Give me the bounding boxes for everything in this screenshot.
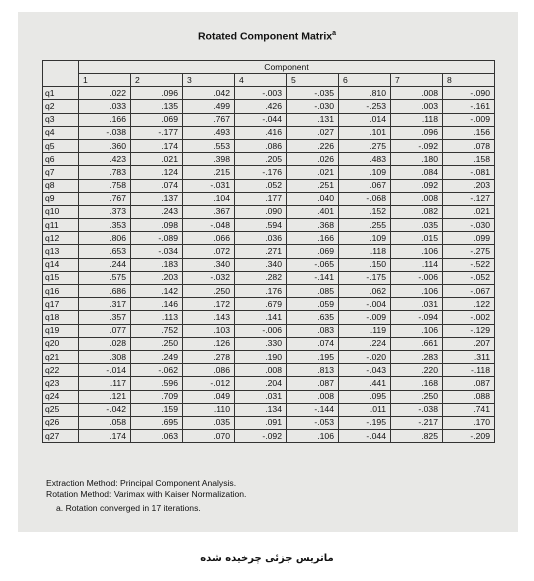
- loading-cell: .174: [79, 430, 131, 443]
- table-row: [43, 298, 495, 311]
- table-notes: [46, 478, 246, 514]
- row-label: q17: [43, 298, 79, 311]
- loading-cell: .035: [183, 416, 235, 429]
- row-label: q19: [43, 324, 79, 337]
- loading-cell: .360: [79, 139, 131, 152]
- loading-cell: -.006: [391, 271, 443, 284]
- loading-cell: .635: [287, 311, 339, 324]
- table-row: [43, 430, 495, 443]
- row-label: q20: [43, 337, 79, 350]
- loading-cell: -.161: [443, 100, 495, 113]
- loading-cell: -.209: [443, 430, 495, 443]
- table-row: [43, 179, 495, 192]
- loading-cell: .159: [131, 403, 183, 416]
- loading-cell: .250: [131, 337, 183, 350]
- loading-cell: .033: [79, 100, 131, 113]
- loading-cell: .308: [79, 350, 131, 363]
- title-footnote-marker: a: [332, 30, 337, 37]
- loading-cell: .015: [391, 232, 443, 245]
- row-label: q27: [43, 430, 79, 443]
- table-row: [43, 100, 495, 113]
- column-header: 3: [183, 74, 235, 87]
- row-label: q21: [43, 350, 79, 363]
- loading-cell: -.020: [339, 350, 391, 363]
- loading-cell: .353: [79, 219, 131, 232]
- loading-cell: .141: [235, 311, 287, 324]
- table-row: [43, 403, 495, 416]
- loading-cell: .117: [79, 377, 131, 390]
- row-label: q15: [43, 271, 79, 284]
- loading-cell: .084: [391, 166, 443, 179]
- loading-cell: .340: [235, 258, 287, 271]
- loading-cell: .783: [79, 166, 131, 179]
- loading-cell: -.092: [235, 430, 287, 443]
- loading-cell: .215: [183, 166, 235, 179]
- loading-cell: -.031: [183, 179, 235, 192]
- row-label: q11: [43, 219, 79, 232]
- loading-cell: .317: [79, 298, 131, 311]
- loading-cell: .271: [235, 245, 287, 258]
- column-header: 1: [79, 74, 131, 87]
- loading-cell: .052: [235, 179, 287, 192]
- loading-cell: .040: [287, 192, 339, 205]
- loading-cell: .021: [287, 166, 339, 179]
- loading-cell: .137: [131, 192, 183, 205]
- row-label: q12: [43, 232, 79, 245]
- loading-cell: .758: [79, 179, 131, 192]
- loading-cell: -.062: [131, 364, 183, 377]
- loading-cell: .244: [79, 258, 131, 271]
- loading-cell: .077: [79, 324, 131, 337]
- loading-cell: .035: [391, 219, 443, 232]
- loading-cell: -.094: [391, 311, 443, 324]
- loading-cell: .205: [235, 153, 287, 166]
- table-title: Rotated Component Matrix$^a$: [197, 30, 337, 43]
- row-label: q24: [43, 390, 79, 403]
- loading-cell: .195: [287, 350, 339, 363]
- loading-cell: .398: [183, 153, 235, 166]
- loading-cell: .069: [131, 113, 183, 126]
- loading-cell: -.043: [339, 364, 391, 377]
- loading-cell: .031: [391, 298, 443, 311]
- loading-cell: .250: [391, 390, 443, 403]
- loading-cell: -.177: [131, 126, 183, 139]
- loading-cell: -.048: [183, 219, 235, 232]
- table-row: [43, 245, 495, 258]
- loading-cell: .062: [339, 285, 391, 298]
- loading-cell: .243: [131, 205, 183, 218]
- loading-cell: .090: [235, 205, 287, 218]
- row-label: q5: [43, 139, 79, 152]
- loading-cell: .082: [391, 205, 443, 218]
- loading-cell: -.004: [339, 298, 391, 311]
- loading-cell: .021: [443, 205, 495, 218]
- row-label: q6: [43, 153, 79, 166]
- loading-cell: -.144: [287, 403, 339, 416]
- loading-cell: .101: [339, 126, 391, 139]
- loading-cell: -.009: [339, 311, 391, 324]
- loading-cell: .074: [287, 337, 339, 350]
- loading-cell: .021: [131, 153, 183, 166]
- table-row: [43, 364, 495, 377]
- loading-cell: -.217: [391, 416, 443, 429]
- loading-cell: .575: [79, 271, 131, 284]
- table-row: [43, 87, 495, 100]
- loading-cell: -.034: [131, 245, 183, 258]
- loading-cell: -.014: [79, 364, 131, 377]
- loading-cell: .416: [235, 126, 287, 139]
- figure-caption: ماتریس جزئی چرخیده شده: [200, 553, 334, 564]
- rotated-component-matrix-table: [42, 60, 495, 443]
- loading-cell: -.012: [183, 377, 235, 390]
- loading-cell: .118: [339, 245, 391, 258]
- table-row: [43, 205, 495, 218]
- loading-cell: .249: [131, 350, 183, 363]
- loading-cell: .596: [131, 377, 183, 390]
- loading-cell: .003: [391, 100, 443, 113]
- loading-cell: .066: [183, 232, 235, 245]
- loading-cell: .026: [287, 153, 339, 166]
- loading-cell: .686: [79, 285, 131, 298]
- loading-cell: .119: [339, 324, 391, 337]
- loading-cell: .049: [183, 390, 235, 403]
- loading-cell: .204: [235, 377, 287, 390]
- loading-cell: .027: [287, 126, 339, 139]
- loading-cell: .150: [339, 258, 391, 271]
- loading-cell: .170: [443, 416, 495, 429]
- row-label: q18: [43, 311, 79, 324]
- table-body: [43, 87, 495, 443]
- row-label: q22: [43, 364, 79, 377]
- loading-cell: .203: [443, 179, 495, 192]
- loading-cell: .070: [183, 430, 235, 443]
- loading-cell: .767: [183, 113, 235, 126]
- loading-cell: .207: [443, 337, 495, 350]
- loading-cell: .028: [79, 337, 131, 350]
- table-row: [43, 271, 495, 284]
- loading-cell: .695: [131, 416, 183, 429]
- column-header-row: [43, 74, 495, 87]
- loading-cell: .423: [79, 153, 131, 166]
- loading-cell: -.118: [443, 364, 495, 377]
- loading-cell: .156: [443, 126, 495, 139]
- row-label: q25: [43, 403, 79, 416]
- loading-cell: .086: [235, 139, 287, 152]
- table-row: [43, 192, 495, 205]
- loading-cell: -.275: [443, 245, 495, 258]
- loading-cell: .124: [131, 166, 183, 179]
- loading-cell: .330: [235, 337, 287, 350]
- table-row: [43, 285, 495, 298]
- loading-cell: .118: [391, 113, 443, 126]
- table-row: [43, 377, 495, 390]
- loading-cell: .661: [391, 337, 443, 350]
- loading-cell: .022: [79, 87, 131, 100]
- loading-cell: .096: [131, 87, 183, 100]
- table-row: [43, 390, 495, 403]
- loading-cell: -.038: [391, 403, 443, 416]
- loading-cell: .806: [79, 232, 131, 245]
- table-row: [43, 416, 495, 429]
- loading-cell: -.253: [339, 100, 391, 113]
- loading-cell: .008: [287, 390, 339, 403]
- loading-cell: -.090: [443, 87, 495, 100]
- loading-cell: .174: [131, 139, 183, 152]
- loading-cell: .074: [131, 179, 183, 192]
- loading-cell: .069: [287, 245, 339, 258]
- loading-cell: .767: [79, 192, 131, 205]
- column-header: 6: [339, 74, 391, 87]
- loading-cell: -.522: [443, 258, 495, 271]
- loading-cell: .011: [339, 403, 391, 416]
- loading-cell: -.002: [443, 311, 495, 324]
- loading-cell: .224: [339, 337, 391, 350]
- loading-cell: .109: [339, 166, 391, 179]
- loading-cell: .255: [339, 219, 391, 232]
- loading-cell: .092: [391, 179, 443, 192]
- loading-cell: .168: [391, 377, 443, 390]
- loading-cell: .166: [287, 232, 339, 245]
- loading-cell: .104: [183, 192, 235, 205]
- row-label: q4: [43, 126, 79, 139]
- loading-cell: .553: [183, 139, 235, 152]
- row-label: q9: [43, 192, 79, 205]
- row-label: q2: [43, 100, 79, 113]
- loading-cell: .031: [235, 390, 287, 403]
- loading-cell: .059: [287, 298, 339, 311]
- loading-cell: .099: [443, 232, 495, 245]
- loading-cell: .340: [183, 258, 235, 271]
- loading-cell: .086: [183, 364, 235, 377]
- loading-cell: .008: [391, 192, 443, 205]
- loading-cell: .014: [339, 113, 391, 126]
- loading-cell: -.175: [339, 271, 391, 284]
- loading-cell: .311: [443, 350, 495, 363]
- loading-cell: .594: [235, 219, 287, 232]
- column-header: 7: [391, 74, 443, 87]
- table-row: [43, 337, 495, 350]
- loading-cell: -.067: [443, 285, 495, 298]
- loading-cell: .250: [183, 285, 235, 298]
- loading-cell: .653: [79, 245, 131, 258]
- loading-cell: -.065: [287, 258, 339, 271]
- row-label: q23: [43, 377, 79, 390]
- loading-cell: .091: [235, 416, 287, 429]
- loading-cell: .367: [183, 205, 235, 218]
- row-label: q13: [43, 245, 79, 258]
- loading-cell: .103: [183, 324, 235, 337]
- loading-cell: -.195: [339, 416, 391, 429]
- loading-cell: .226: [287, 139, 339, 152]
- loading-cell: -.176: [235, 166, 287, 179]
- loading-cell: .172: [183, 298, 235, 311]
- loading-cell: .096: [391, 126, 443, 139]
- row-label: q1: [43, 87, 79, 100]
- loading-cell: .135: [131, 100, 183, 113]
- loading-cell: -.089: [131, 232, 183, 245]
- loading-cell: .825: [391, 430, 443, 443]
- loading-cell: .042: [183, 87, 235, 100]
- loading-cell: .368: [287, 219, 339, 232]
- table-row: [43, 139, 495, 152]
- row-label: q16: [43, 285, 79, 298]
- loading-cell: .176: [235, 285, 287, 298]
- footnote-text: Rotation converged in 17 iterations.: [65, 503, 201, 513]
- loading-cell: .087: [287, 377, 339, 390]
- loading-cell: .190: [235, 350, 287, 363]
- loading-cell: .183: [131, 258, 183, 271]
- loading-cell: .110: [183, 403, 235, 416]
- loading-cell: .113: [131, 311, 183, 324]
- loading-cell: .251: [287, 179, 339, 192]
- column-header: 2: [131, 74, 183, 87]
- table-row: [43, 126, 495, 139]
- loading-cell: .036: [235, 232, 287, 245]
- loading-cell: .078: [443, 139, 495, 152]
- loading-cell: -.129: [443, 324, 495, 337]
- row-label: q3: [43, 113, 79, 126]
- loading-cell: .008: [391, 87, 443, 100]
- row-label: q7: [43, 166, 79, 179]
- footnote: [46, 503, 246, 514]
- row-label: q14: [43, 258, 79, 271]
- loading-cell: .282: [235, 271, 287, 284]
- table-row: [43, 113, 495, 126]
- column-header: 8: [443, 74, 495, 87]
- loading-cell: .679: [235, 298, 287, 311]
- loading-cell: .752: [131, 324, 183, 337]
- row-label: q26: [43, 416, 79, 429]
- loading-cell: .810: [339, 87, 391, 100]
- loading-cell: -.030: [287, 100, 339, 113]
- table-row: [43, 350, 495, 363]
- component-group-header: Component: [79, 61, 495, 74]
- loading-cell: .441: [339, 377, 391, 390]
- loading-cell: .275: [339, 139, 391, 152]
- loading-cell: -.053: [287, 416, 339, 429]
- loading-cell: .741: [443, 403, 495, 416]
- loading-cell: .106: [391, 245, 443, 258]
- loading-cell: .493: [183, 126, 235, 139]
- loading-cell: .098: [131, 219, 183, 232]
- loading-cell: .177: [235, 192, 287, 205]
- loading-cell: .083: [287, 324, 339, 337]
- row-label: q10: [43, 205, 79, 218]
- loading-cell: .278: [183, 350, 235, 363]
- loading-cell: -.127: [443, 192, 495, 205]
- table-row: [43, 153, 495, 166]
- loading-cell: -.092: [391, 139, 443, 152]
- loading-cell: .813: [287, 364, 339, 377]
- loading-cell: -.003: [235, 87, 287, 100]
- loading-cell: .283: [391, 350, 443, 363]
- loading-cell: .142: [131, 285, 183, 298]
- loading-cell: .106: [391, 324, 443, 337]
- loading-cell: .131: [287, 113, 339, 126]
- loading-cell: .158: [443, 153, 495, 166]
- loading-cell: .483: [339, 153, 391, 166]
- loading-cell: .146: [131, 298, 183, 311]
- loading-cell: .357: [79, 311, 131, 324]
- loading-cell: .126: [183, 337, 235, 350]
- table-row: [43, 219, 495, 232]
- loading-cell: .109: [339, 232, 391, 245]
- loading-cell: .087: [443, 377, 495, 390]
- loading-cell: .401: [287, 205, 339, 218]
- loading-cell: .122: [443, 298, 495, 311]
- row-label: q8: [43, 179, 79, 192]
- loading-cell: .499: [183, 100, 235, 113]
- loading-cell: .067: [339, 179, 391, 192]
- table-row: [43, 232, 495, 245]
- table-row: [43, 258, 495, 271]
- loading-cell: .008: [235, 364, 287, 377]
- table-row: [43, 324, 495, 337]
- loading-cell: -.030: [443, 219, 495, 232]
- loading-cell: -.081: [443, 166, 495, 179]
- loading-cell: -.032: [183, 271, 235, 284]
- loading-cell: .106: [391, 285, 443, 298]
- row-header-corner: [43, 61, 79, 87]
- loading-cell: .088: [443, 390, 495, 403]
- footnote-marker: a.: [56, 503, 64, 513]
- loading-cell: -.068: [339, 192, 391, 205]
- loading-cell: .203: [131, 271, 183, 284]
- loading-cell: .095: [339, 390, 391, 403]
- column-header: 5: [287, 74, 339, 87]
- column-header: 4: [235, 74, 287, 87]
- loading-cell: -.038: [79, 126, 131, 139]
- loading-cell: -.042: [79, 403, 131, 416]
- table-row: [43, 311, 495, 324]
- loading-cell: .709: [131, 390, 183, 403]
- loading-cell: .373: [79, 205, 131, 218]
- loading-cell: -.009: [443, 113, 495, 126]
- loading-cell: -.044: [235, 113, 287, 126]
- loading-cell: -.052: [443, 271, 495, 284]
- table-row: [43, 166, 495, 179]
- loading-cell: -.141: [287, 271, 339, 284]
- loading-cell: .143: [183, 311, 235, 324]
- loading-cell: .121: [79, 390, 131, 403]
- loading-cell: .106: [287, 430, 339, 443]
- loading-cell: .085: [287, 285, 339, 298]
- loading-cell: .180: [391, 153, 443, 166]
- loading-cell: .134: [235, 403, 287, 416]
- loading-cell: .072: [183, 245, 235, 258]
- loading-cell: .063: [131, 430, 183, 443]
- loading-cell: .058: [79, 416, 131, 429]
- loading-cell: -.006: [235, 324, 287, 337]
- loading-cell: .220: [391, 364, 443, 377]
- loading-cell: .426: [235, 100, 287, 113]
- loading-cell: .166: [79, 113, 131, 126]
- loading-cell: .114: [391, 258, 443, 271]
- extraction-method-note: Extraction Method: Principal Component Analysis.: [46, 478, 237, 488]
- loading-cell: -.044: [339, 430, 391, 443]
- rotation-method-note: Rotation Method: Varimax with Kaiser Normalization.: [46, 489, 247, 499]
- loading-cell: -.035: [287, 87, 339, 100]
- loading-cell: .152: [339, 205, 391, 218]
